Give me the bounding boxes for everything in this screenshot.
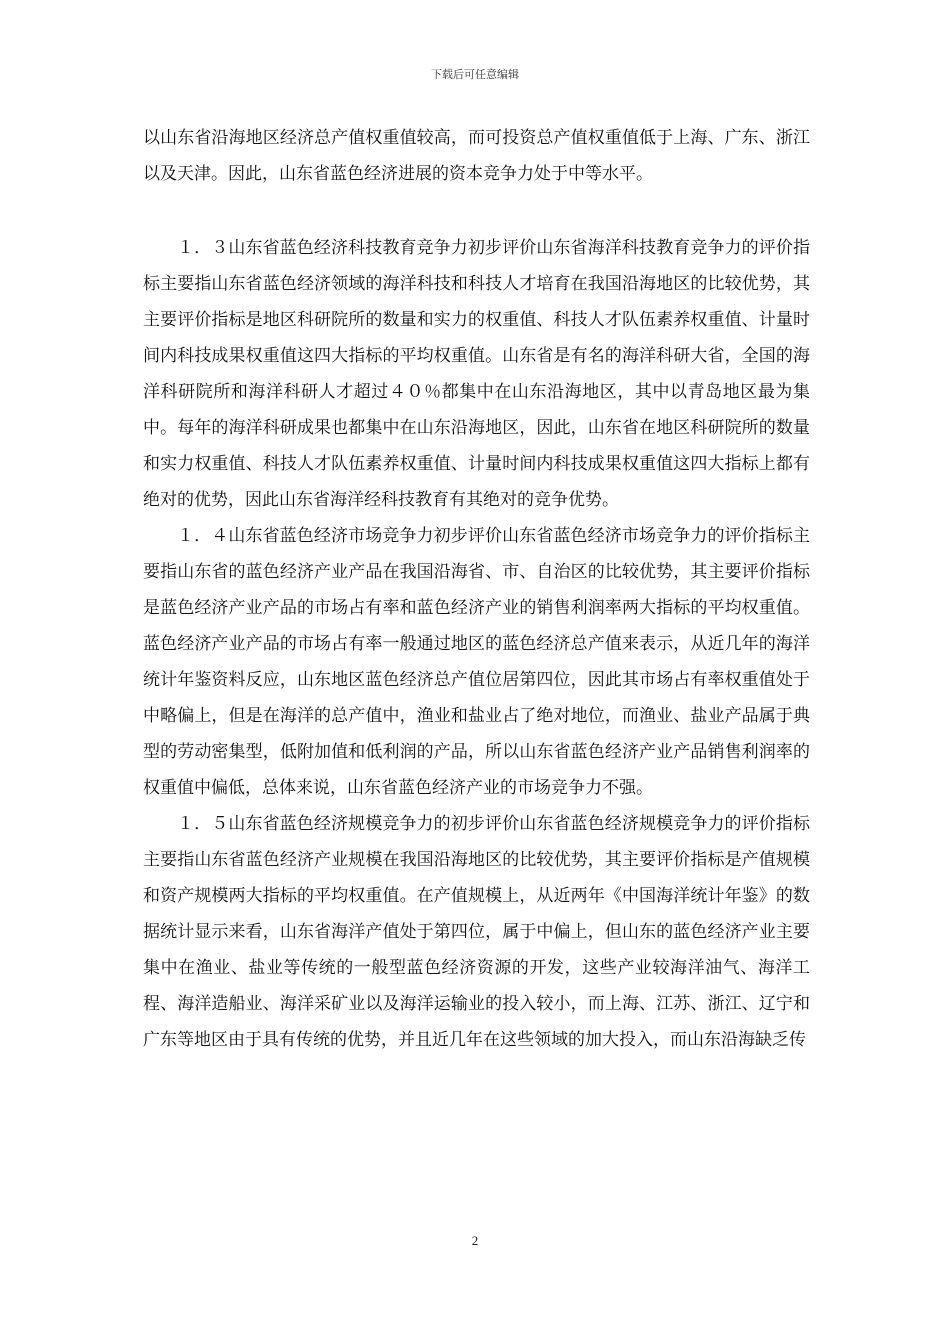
paragraph-section-1-5: １．５山东省蓝色经济规模竞争力的初步评价山东省蓝色经济规模竞争力的评价指标主要指山东省蓝色经济产业规模在我国沿海地区的比较优势，其主要评价指标是产值规模和资产规模两大指标的平均权重值。在产值规模上，从近两年《中国海洋统计年鉴》的数据统计显示来看，山东省海洋产值处于第四位，属于中偏上，但山东的蓝色经济产业主要集中在渔业、盐业等传统的一般型蓝色经济资源的开发，这些产业较海洋油气、海洋工程、海洋造船业、海洋采矿业以及海洋运输业的投入较小，而上海、江苏、浙江、辽宁和广东等地区由于具有传统的优势，并且近几年在这些领域的加大投入，而山东沿海缺乏传 [143, 814, 810, 1050]
page-header: 下载后可任意编辑 [431, 68, 519, 81]
paragraph-section-1-4: １．４山东省蓝色经济市场竞争力初步评价山东省蓝色经济市场竞争力的评价指标主要指山东省的蓝色经济产业产品在我国沿海省、市、自治区的比较优势，其主要评价指标是蓝色经济产业产品的市场占有率和蓝色经济产业的销售利润率两大指标的平均权重值。蓝色经济产业产品的市场占有率一般通过地区的蓝色经济总产值来表示，从近几年的海洋统计年鉴资料反应，山东地区蓝色经济总产值位居第四位，因此其市场占有率权重值处于中略偏上，但是在海洋的总产值中，渔业和盐业占了绝对地位，而渔业、盐业产品属于典型的劳动密集型，低附加值和低利润的产品，所以山东省蓝色经济产业产品销售利润率的权重值中偏低，总体来说，山东省蓝色经济产业的市场竞争力不强。 [143, 526, 810, 798]
paragraph-gap [143, 192, 810, 230]
page-number: 2 [471, 1233, 479, 1248]
paragraph-capital-continued: 以山东省沿海地区经济总产值权重值较高，而可投资总产值权重值低于上海、广东、浙江以及天津。因此，山东省蓝色经济进展的资本竞争力处于中等水平。 [143, 128, 810, 184]
paragraph-section-1-3: １．３山东省蓝色经济科技教育竞争力初步评价山东省海洋科技教育竞争力的评价指标主要指山东省蓝色经济领域的海洋科技和科技人才培育在我国沿海地区的比较优势，其主要评价指标是地区科研院所的数量和实力的权重值、科技人才队伍素养权重值、计量时间内科技成果权重值这四大指标的平均权重值。山东省是有名的海洋科研大省，全国的海洋科研院所和海洋科研人才超过４０％都集中在山东沿海地区，其中以青岛地区最为集中。每年的海洋科研成果也都集中在山东沿海地区，因此，山东省在地区科研院所的数量和实力权重值、科技人才队伍素养权重值、计量时间内科技成果权重值这四大指标上都有绝对的优势，因此山东省海洋经科技教育有其绝对的竞争优势。 [143, 238, 810, 510]
document-body [143, 120, 810, 1058]
